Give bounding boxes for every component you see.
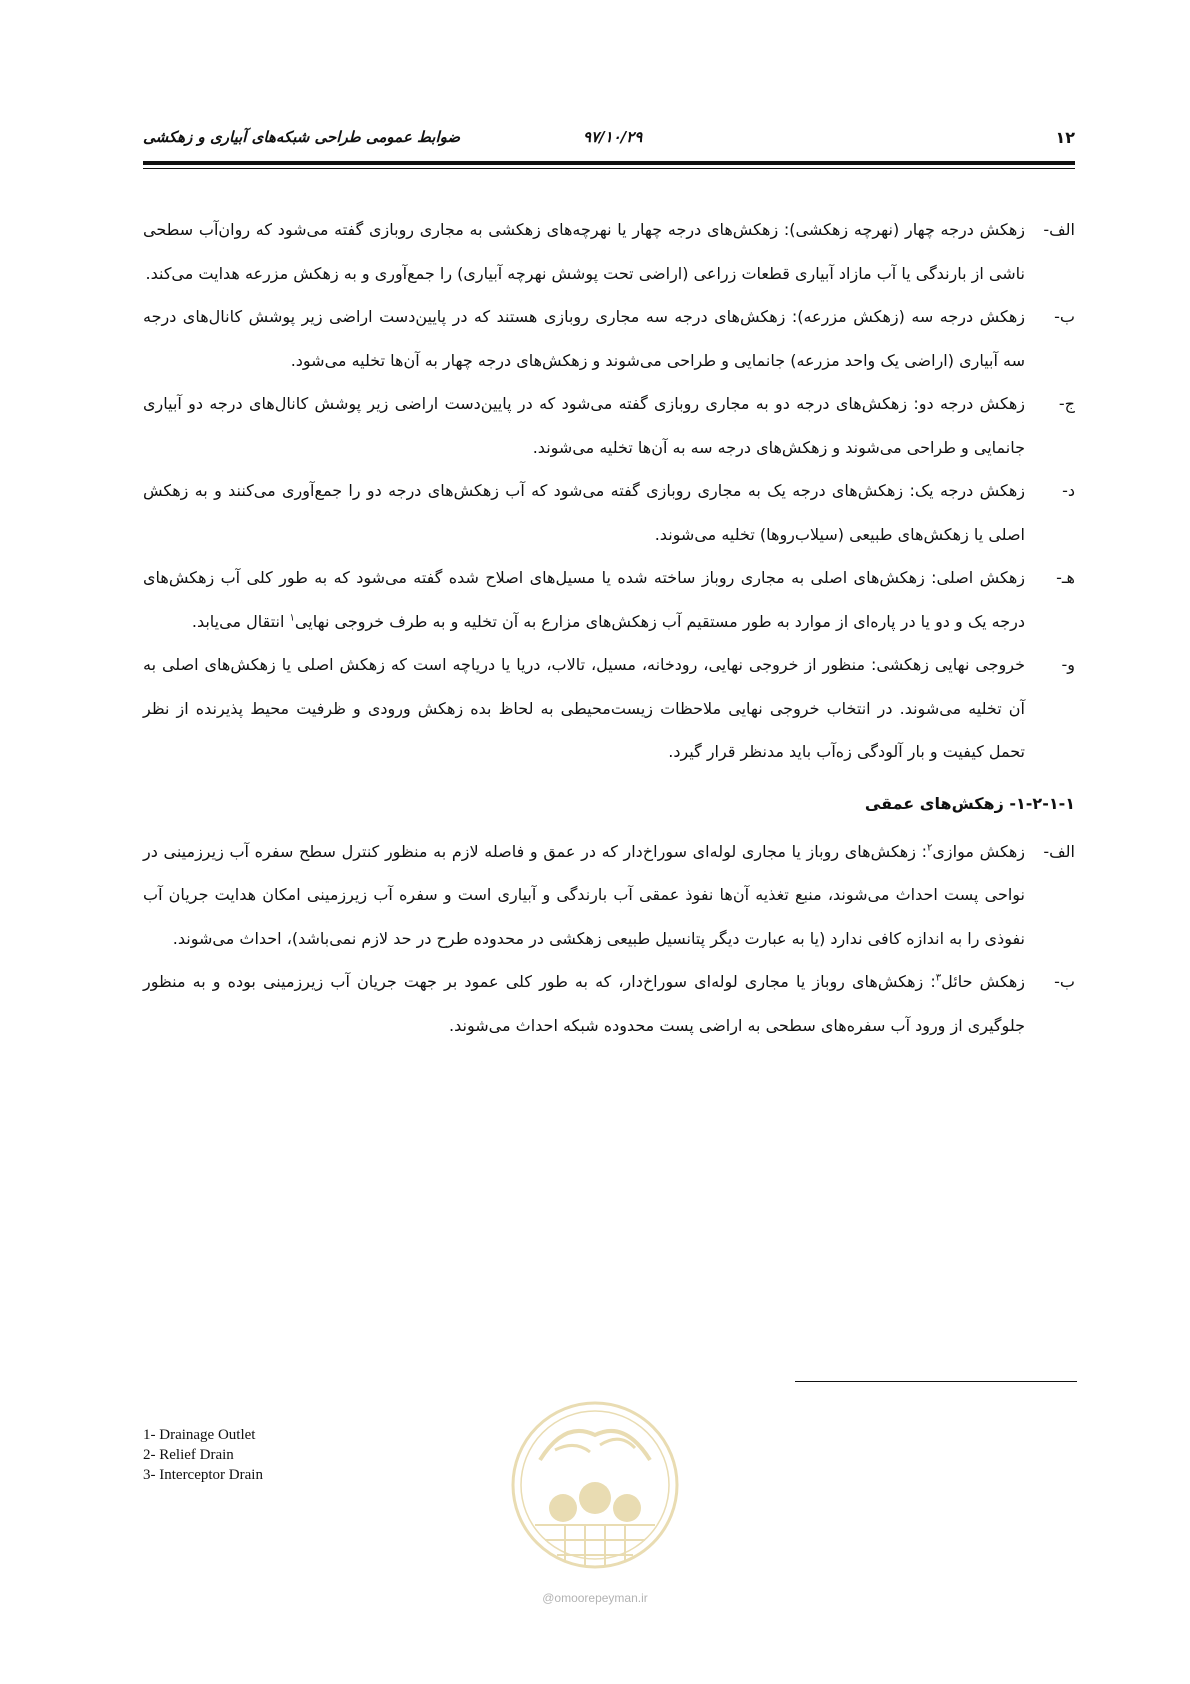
list-marker: الف- — [1043, 841, 1075, 861]
list-item — [143, 960, 1075, 1047]
paragraph — [143, 556, 1075, 643]
page-header — [143, 128, 1075, 158]
paragraph-text: زهکش موازی — [932, 841, 1026, 861]
paragraph: خروجی نهایی زهکشی: منظور از خروجی نهایی، رودخانه، مسیل، تالاب، دریا یا دریاچه است که زهکش اصلی یا زهکش‌های اصلی به آن تخلیه می‌شوند. در انتخاب خروجی نهایی ملاحظات زیست‌محیطی به لحاظ بده زهکش ورودی و ظرفیت محیط پذیرنده از نظر تحمل کیفیت و بار آلودگی زه‌آب باید مدنظر قرار گیرد. — [143, 655, 1025, 761]
paragraph: زهکش درجه سه (زهکش مزرعه): زهکش‌های درجه سه مجاری روبازی هستند که در پایین‌دست اراضی زیر پوشش کانال‌های درجه سه آبیاری (اراضی یک واحد مزرعه) جانمایی و طراحی می‌شوند و زهکش‌های درجه چهار به آن‌ها تخلیه می‌شود. — [143, 307, 1025, 370]
paragraph: زهکش درجه دو: زهکش‌های درجه دو به مجاری روبازی گفته می‌شود که در پایین‌دست اراضی زیر پوشش کانال‌های درجه دو آبیاری جانمایی و طراحی می‌شوند و زهکش‌های درجه سه به آن‌ها تخلیه می‌شوند. — [143, 394, 1025, 457]
list-item — [143, 208, 1075, 295]
header-date: ۹۷/۱۰/۲۹ — [583, 128, 643, 146]
list-item — [143, 556, 1075, 643]
watermark-url: @omoorepeyman.ir — [542, 1591, 648, 1605]
paragraph — [143, 960, 1075, 1047]
document-body — [143, 208, 1075, 1047]
paragraph: زهکش درجه چهار (نهرچه زهکشی): زهکش‌های درجه چهار یا نهرچه‌های زهکشی به مجاری روبازی گفته می‌شود که روان‌آب سطحی ناشی از بارندگی یا آب مازاد آبیاری قطعات زراعی (اراضی تحت پوشش نهرچه آبیاری) را جمع‌آوری و به زهکش مزرعه هدایت می‌کند. — [143, 220, 1025, 283]
list-item — [143, 643, 1075, 774]
list-item — [143, 382, 1075, 469]
header-title: ضوابط عمومی طراحی شبکه‌های آبیاری و زهکشی — [143, 128, 461, 146]
list-item — [143, 830, 1075, 961]
paragraph-text: زهکش حائل — [941, 972, 1025, 991]
footnote: 3- Interceptor Drain — [143, 1467, 263, 1483]
footnote-separator — [795, 1381, 1077, 1382]
footnote-ref: ۱ — [289, 612, 295, 624]
list-item — [143, 295, 1075, 382]
list-marker: الف- — [1043, 220, 1075, 239]
list-marker: ب- — [1054, 972, 1075, 991]
header-rule-thin — [143, 168, 1075, 169]
list-marker: ب- — [1054, 307, 1075, 326]
section-heading: ۱-۲-۱-۱- زهکش‌های عمقی — [864, 793, 1075, 813]
paragraph-text: انتقال می‌یابد. — [191, 611, 290, 631]
footnote: 2- Relief Drain — [143, 1447, 234, 1463]
paragraph: زهکش درجه یک: زهکش‌های درجه یک به مجاری روبازی گفته می‌شود که آب زهکش‌های درجه دو را جمع‌آوری می‌کنند و به زهکش اصلی یا زهکش‌های طبیعی (سیلاب‌روها) تخلیه می‌شوند. — [143, 481, 1025, 544]
footnote-ref: ۳ — [935, 972, 942, 984]
watermark-logo-icon — [505, 1390, 685, 1580]
paragraph-text: زهکش اصلی: زهکش‌های اصلی به مجاری روباز ساخته شده یا مسیل‌های اصلاح شده گفته می‌شود که به طور کلی آب زهکش‌های درجه یک و دو یا در پاره‌ای از موارد به طور مستقیم آب زهکش‌های مزارع به آن تخلیه و به طرف خروجی نهایی — [143, 568, 1025, 631]
paragraph-text: : زهکش‌های روباز یا مجاری لوله‌ای سوراخ‌دار، که به طور کلی عمود بر جهت جریان آب زیرزمینی بوده و به منظور جلوگیری از ورود آب سفره‌های سطحی به اراضی پست محدوده شبکه احداث می‌شوند. — [143, 972, 1025, 1035]
list-marker: هـ- — [1056, 568, 1075, 587]
list-marker: د- — [1062, 481, 1075, 500]
footnote-ref: ۲ — [927, 842, 933, 854]
list-marker: ج- — [1058, 394, 1075, 413]
paragraph — [143, 830, 1075, 961]
page-number: ۱۲ — [1055, 128, 1075, 147]
footnotes — [143, 1425, 263, 1485]
paragraph-text: : زهکش‌های روباز یا مجاری لوله‌ای سوراخ‌دار که در عمق و فاصله لازم به منظور کنترل سطح سفره آب زیرزمینی در نواحی پست احداث می‌شوند، منبع تغذیه آن‌ها نفوذ عمقی آب بارندگی و آبیاری است و سفره آب زیرزمینی امکان هدایت جریان آب نفوذی را به اندازه کافی ندارد (یا به عبارت دیگر پتانسیل طبیعی زهکشی در محدوده طرح در حد لازم نمی‌باشد)، احداث می‌شوند. — [143, 841, 1025, 948]
header-rule-thick — [143, 161, 1075, 165]
list-item — [143, 469, 1075, 556]
footnote: 1- Drainage Outlet — [143, 1427, 256, 1443]
list-marker: و- — [1061, 655, 1075, 674]
